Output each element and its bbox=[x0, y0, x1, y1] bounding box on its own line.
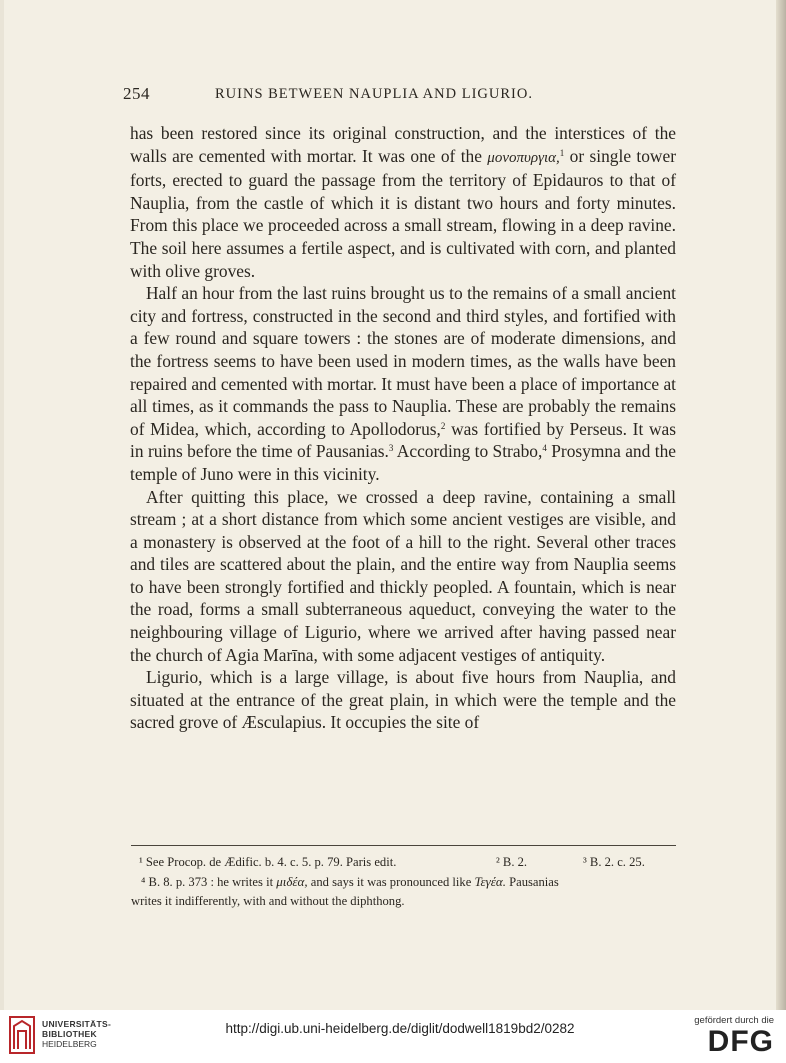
page-edge-left bbox=[0, 0, 4, 1010]
permalink-url[interactable]: http://digi.ub.uni-heidelberg.de/diglit/dodwell1819bd2/0282 bbox=[225, 1021, 575, 1036]
running-title: RUINS BETWEEN NAUPLIA AND LIGURIO. bbox=[215, 86, 533, 102]
footnote-line-1 bbox=[131, 853, 677, 872]
footnote-3: ³ B. 2. c. 25. bbox=[583, 855, 645, 869]
footnote-2: ² B. 2. bbox=[496, 855, 528, 869]
footnote-1: ¹ See Procop. de Ædific. b. 4. c. 5. p. 79. Paris edit. bbox=[139, 855, 397, 869]
footnote-ref[interactable]: 4 bbox=[542, 443, 547, 454]
paragraph-2: Half an hour from the last ruins brought us to the remains of a small ancient city and fortress, constructed in the second and third styles, and fortified with a few round and square towers : the stones are of moderate dimensions, and the fortress seems to have been used in modern times, as the walls have been repaired and cemented with mortar. It must have been a place of importance at all times, as it commands the pass to Nauplia. These are probably the remains of Midea, which, according to Apollodorus,$^2$ was fortified by Perseus. It was in ruins before the time of Pausanias.$^3$ According to Strabo,$^4$ Prosymna and the temple of Juno were in this vicinity. bbox=[130, 283, 676, 484]
dfg-logo[interactable]: DFG bbox=[707, 1025, 774, 1058]
paragraph-4: Ligurio, which is a large village, is about five hours from Nauplia, and situated at the entrance of the great plain, in which were the temple and the sacred grove of Æsculapius. It occupies the site of bbox=[130, 667, 676, 733]
page-header bbox=[123, 84, 676, 106]
greek-word: μονοπυργια, bbox=[487, 149, 560, 166]
body-text bbox=[130, 122, 676, 734]
footnote-ref[interactable]: 3 bbox=[388, 443, 394, 454]
footer-bar bbox=[0, 1010, 786, 1063]
paragraph-3: After quitting this place, we crossed a deep ravine, containing a small stream ; at a short distance from which some ancient vestiges are visible, and a monastery is observed at the foot of a hill to the right. Several other traces and tiles are scattered about the plain, and the entire way from Nauplia seems to have been strongly fortified and thickly peopled. A fountain, which is near the road, forms a small subterraneous aqueduct, conveying the water to the neighbouring village of Ligurio, where we arrived after having passed near the church of Agia Marīna, with some adjacent vestiges of antiquity. bbox=[130, 486, 676, 665]
university-logo-icon[interactable] bbox=[9, 1016, 35, 1054]
footnote-ref[interactable]: 1 bbox=[559, 147, 565, 158]
footnote-4: ⁴ B. 8. p. 373 : he writes it μιδέα, and says it was pronounced like Τεγέα. Pausanias writes it indifferently, with and without the diphthong. bbox=[131, 874, 559, 908]
footnote-ref[interactable]: 2 bbox=[440, 420, 446, 431]
funded-by-label: gefördert durch die bbox=[694, 1015, 774, 1026]
university-name: UNIVERSITÄTS- BIBLIOTHEK HEIDELBERG bbox=[42, 1019, 112, 1049]
footnotes bbox=[131, 853, 677, 911]
page-number: 254 bbox=[123, 84, 150, 103]
paragraph-1: has been restored since its original construction, and the interstices of the walls are cemented with mortar. It was one of the μονοπυργια,$^1$ or single tower forts, erected to guard the passage from the territory of Epidauros to that of Nauplia, from the castle of which it is distant two hours and forty minutes. From this place we proceeded across a small stream, flowing in a deep ravine. The soil here assumes a fertile aspect, and is cultivated with corn, and planted with olive groves. bbox=[130, 123, 676, 281]
footnote-rule bbox=[131, 845, 676, 846]
page-edge-right bbox=[776, 0, 786, 1010]
